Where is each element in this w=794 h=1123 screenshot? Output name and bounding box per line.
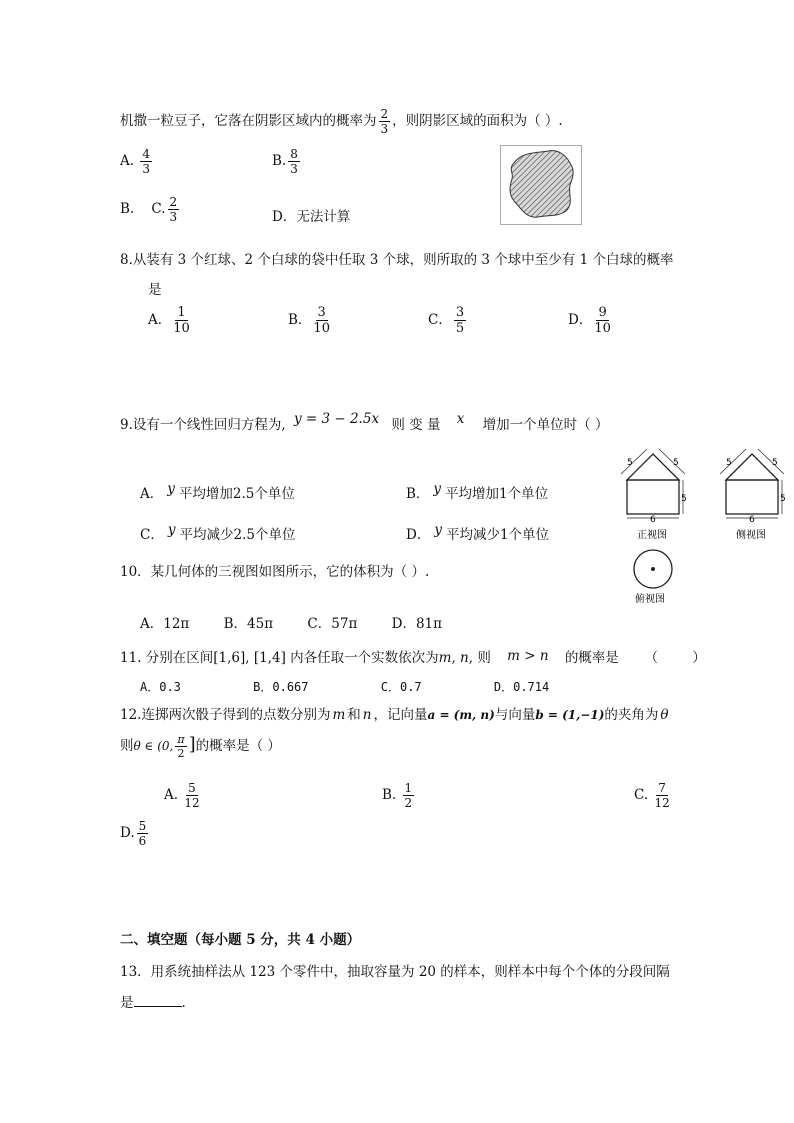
q7-option-b: B. $\frac{8}{3}$ (272, 147, 298, 176)
q10-side-view-figure (716, 446, 788, 544)
q12-option-d: D. $\frac{5}{6}$ (120, 819, 147, 848)
q9-equation: y = 3 − 2.5x (293, 411, 380, 427)
q13-stem: 13．用系统抽样法从 123 个零件中，抽取容量为 20 的样本，则样本中每个个体的分段间隔 (120, 964, 670, 980)
dim-label: 5 (681, 494, 687, 504)
q8-option-c: C． $\frac{3}{5}$ (428, 305, 465, 336)
q9-option-c: C． y 平均减少2.5个单位 (140, 522, 296, 543)
q7-option-a: A. $\frac{4}{3}$ (120, 147, 150, 176)
q10-top-view-figure (626, 548, 680, 606)
q11-stem: 11. 分别在区间[1,6], [1,4] 内各任取一个实数依次为m, n, 则 m > n 的概率是 （ ） (120, 648, 706, 666)
q12-option-b: B. $\frac{1}{2}$ (382, 781, 413, 810)
dim-label: 5 (772, 458, 778, 468)
q10-front-view-figure (617, 446, 689, 544)
q9-stem: 9.设有一个线性回归方程为, y = 3 − 2.5x 则 变 量 x 增加一个单位时（ ） (120, 411, 609, 433)
dim-label: 5 (726, 458, 732, 468)
dim-label: 5 (627, 458, 633, 468)
q9-option-d: D． y 平均减少1个单位 (406, 522, 550, 543)
q7-stem: 机撒一粒豆子，它落在阴影区域内的概率为 $\frac{2}{3}$ ，则阴影区域的面积为（ ）. (120, 107, 563, 136)
dim-label: 5 (673, 458, 679, 468)
q8-option-a: A． $\frac{1}{10}$ (148, 305, 190, 336)
front-view-caption: 正视图 (637, 530, 667, 541)
q12-option-a: A. $\frac{5}{12}$ (164, 781, 200, 810)
q11-options: A．0.3 B．0.667 C．0.7 D．0.714 (140, 680, 550, 694)
q7-option-c: B. C. $\frac{2}{3}$ (120, 195, 178, 224)
q8-option-b: B． $\frac{3}{10}$ (288, 305, 330, 336)
q9-option-a: A． y 平均增加2.5个单位 (140, 481, 295, 502)
q7-option-d: D．无法计算 (272, 209, 351, 225)
dim-label: 6 (650, 515, 656, 525)
answer-blank[interactable] (134, 1006, 182, 1007)
q12-option-c: C. $\frac{7}{12}$ (634, 781, 670, 810)
q8-stem: 8.从装有 3 个红球、2 个白球的袋中任取 3 个球，则所取的 3 个球中至少有 1 个白球的概率 (120, 252, 674, 268)
q13-stem-cont: 是 . (120, 995, 186, 1011)
top-view-caption: 俯视图 (635, 594, 665, 605)
dim-label: 5 (780, 494, 786, 504)
q10-options: A．12π B．45π C．57π D．81π (140, 616, 443, 632)
side-view-caption: 侧视图 (736, 530, 766, 541)
q7-prob-fraction: $\frac{2}{3}$ (380, 107, 389, 136)
q12-stem: 12.连掷两次骰子得到的点数分别为 m 和 n ，记向量a = (m, n)与向量b = (1,−1)的夹角为 θ (120, 707, 669, 723)
q9-option-b: B． y 平均增加1个单位 (406, 481, 549, 502)
q7-shaded-region-figure (500, 145, 582, 225)
dim-label: 6 (749, 515, 755, 525)
section-heading: 二、填空题（每小题 5 分，共 4 小题） (120, 932, 361, 948)
q10-stem: 10．某几何体的三视图如图所示，它的体积为（ ）. (120, 564, 430, 580)
q12-stem-line2: 则θ ∈ (0, $\frac{\pi}{2}$ ]的概率是（ ） (120, 733, 281, 760)
q8-option-d: D． $\frac{9}{10}$ (568, 305, 611, 336)
q8-stem-cont: 是 (148, 282, 162, 298)
